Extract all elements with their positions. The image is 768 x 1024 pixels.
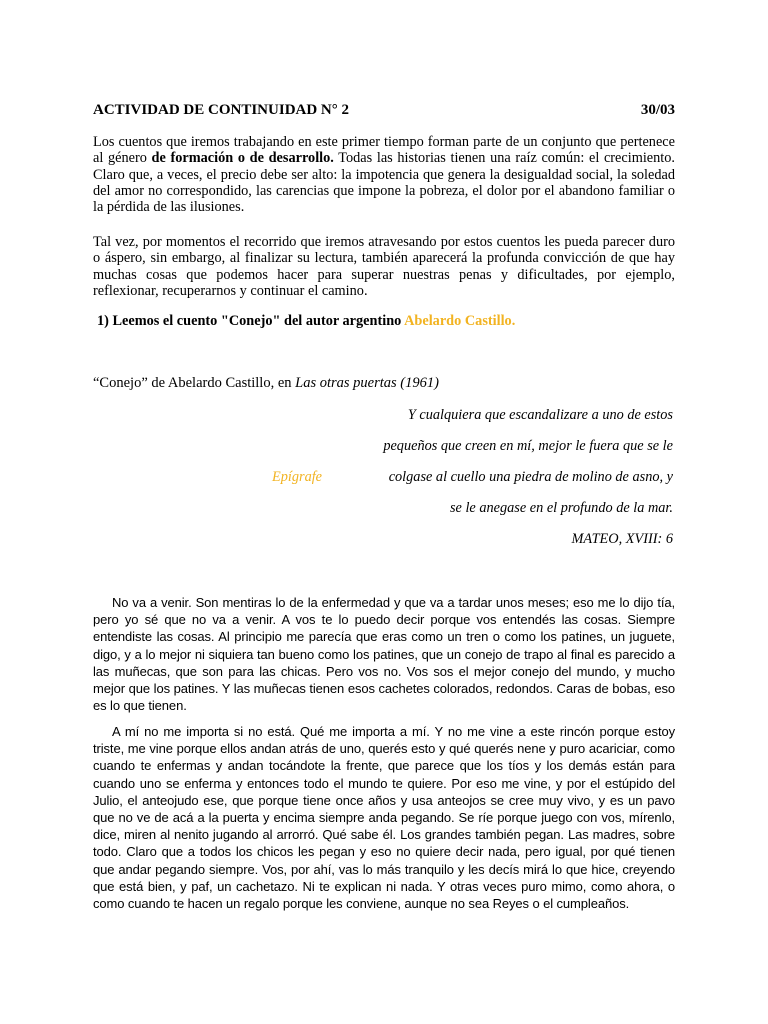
activity-date: 30/03 bbox=[640, 102, 675, 118]
intro-p1-text-a: Los cuentos que iremos trabajando en este primer tiempo forman parte de un conjunto que pertenece al género bbox=[93, 134, 675, 167]
epigraph-line-1: Y cualquiera que escandalizare a uno de estos bbox=[407, 407, 673, 423]
question-heading bbox=[97, 313, 515, 330]
author-highlight: Abelardo Castillo. bbox=[404, 313, 516, 329]
source-prefix: “Conejo” de Abelardo Castillo, en bbox=[93, 375, 296, 391]
document-header bbox=[93, 101, 675, 119]
story-source bbox=[93, 374, 439, 392]
epigraph-citation: MATEO, XVIII: 6 bbox=[571, 531, 673, 547]
epigraph-label: Epígrafe bbox=[272, 469, 323, 485]
source-book-title: Las otras puertas (1961) bbox=[295, 375, 439, 391]
activity-title: ACTIVIDAD DE CONTINUIDAD N° 2 bbox=[93, 102, 350, 118]
epigraph-line-4: se le anegase en el profundo de la mar. bbox=[449, 500, 673, 516]
story-paragraph-1: No va a venir. Son mentiras lo de la enfermedad y que va a tardar unos meses; eso me lo dijo tía, pero yo sé que no va a venir. A vos te lo puedo decir porque vos entendés las cosas. Siempre entendiste las cosas. Al principio me parecía que eras como un tren o como los patines, un juguete, digo, y a lo mejor ni siquiera tan bueno como los patines, que un conejo de trapo al final es parecido a las muñecas, que son para las chicas. Pero vos no. Vos sos el mejor conejo del mundo, y mucho mejor que los patines. Y las muñecas tienen esos cachetes colorados, redondos. Caras de bobas, eso es lo que tienen. bbox=[93, 595, 675, 714]
intro-paragraph-2: Tal vez, por momentos el recorrido que iremos atravesando por estos cuentos les pueda parecer duro o áspero, sin embargo, al finalizar su lectura, también aparecerá la profunda convicción de que hay muchas cosas que podemos hacer para superar nuestras penas y dificultades, por ejemplo, reflexionar, recuperarnos y continuar el camino. bbox=[93, 234, 675, 299]
epigraph-line-3: colgase al cuello una piedra de molino de asno, y bbox=[388, 469, 673, 485]
intro-p1-genre-bold: de formación o de desarrollo. bbox=[151, 150, 334, 167]
epigraph-line-2: pequeños que creen en mí, mejor le fuera que se le bbox=[383, 438, 673, 454]
question-text: 1) Leemos el cuento "Conejo" del autor argentino bbox=[97, 313, 405, 329]
intro-paragraph-1 bbox=[93, 134, 675, 215]
story-paragraph-2: A mí no me importa si no está. Qué me importa a mí. Y no me vine a este rincón porque estoy triste, me vine porque ellos andan atrás de uno, querés esto y qué querés nene y puro acariciar, como cuando te enfermas y andan tocándote la frente, que parece que los tíos y los demás están para cuando uno se enferma y entonces todo el mundo te quiere. Por eso me vine, y por el estúpido del Julio, el anteojudo ese, que porque tiene once años y usa anteojos se cree muy vivo, y es un pavo que no ve de acá a la puerta y encima siempre anda pegando. Se ríe porque juego con vos, mírenlo, dice, miren al nenito jugando al arrorró. Qué sabe él. Los grandes también pegan. Las madres, sobre todo. Claro que a todos los chicos les pegan y eso no quiere decir nada, pero igual, por qué tienen que andar pegando siempre. Vos, por ahí, vas lo más tranquilo y les decís mirá lo que hice, creyendo que está bien, y paf, un cachetazo. Ni te explican ni nada. Y otras veces puro mimo, como ahora, o como cuando te hacen un regalo porque les conviene, aunque no sea Reyes o el cumpleaños. bbox=[93, 724, 675, 912]
intro-p1-text-b: Todas las historias tienen una raíz común: el crecimiento. Claro que, a veces, el precio debe ser alto: la impotencia que genera la desigualdad social, la soledad del amor no correspondido, las carencias que impone la pobreza, el dolor por el abandono familiar o la pérdida de las ilusiones. bbox=[93, 150, 676, 216]
